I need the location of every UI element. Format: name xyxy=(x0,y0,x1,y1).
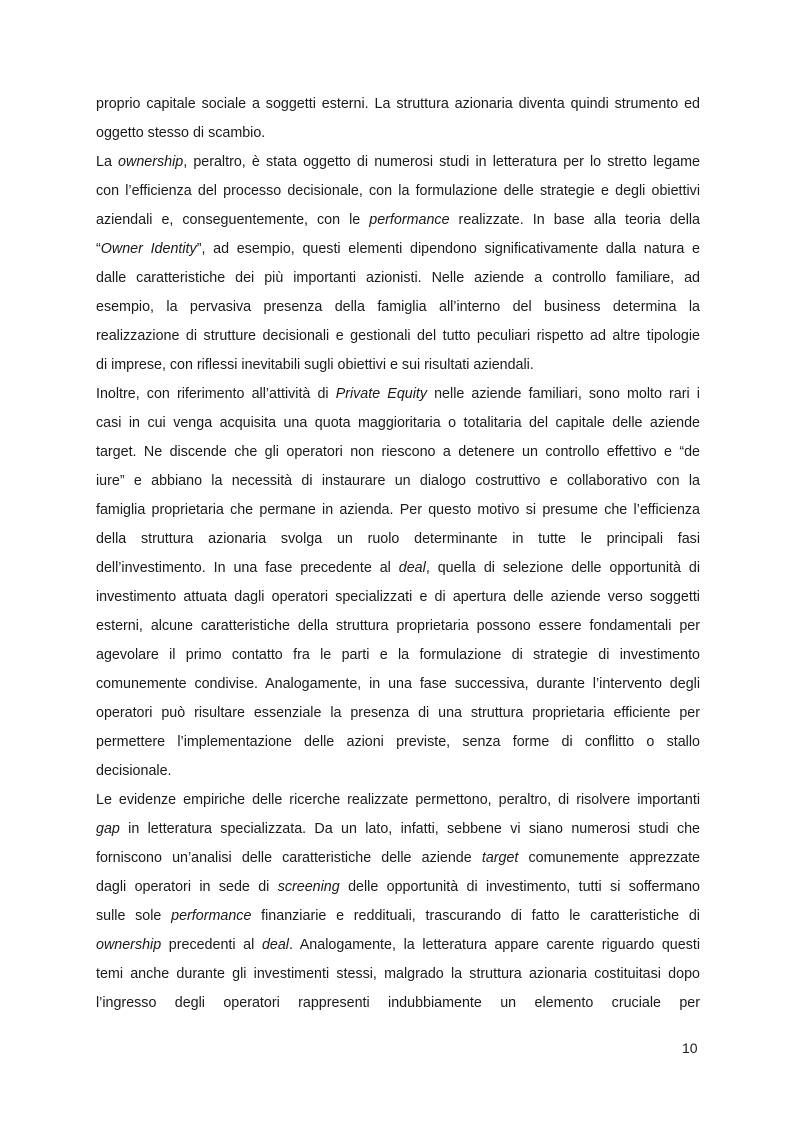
italic-run: screening xyxy=(277,879,340,895)
text-line xyxy=(96,960,700,989)
text-run: aziendali e, conseguentemente, con le xyxy=(96,212,370,228)
page-number: 10 xyxy=(682,1040,698,1056)
text-line xyxy=(96,844,700,873)
italic-run: deal xyxy=(398,560,426,576)
text-run: La xyxy=(96,154,119,170)
text-line xyxy=(96,235,700,264)
text-line xyxy=(96,496,700,525)
italic-run: performance xyxy=(171,908,252,924)
text-line xyxy=(96,612,700,641)
text-line xyxy=(96,815,700,844)
text-run: temi anche durante gli investimenti stessi, malgrado la struttura azionaria costituitasi dopo xyxy=(96,966,700,982)
text-line xyxy=(96,438,700,467)
italic-run: Private Equity xyxy=(335,386,428,402)
text-line xyxy=(96,728,700,757)
text-line xyxy=(96,351,700,380)
text-line xyxy=(96,641,700,670)
text-line xyxy=(96,902,700,931)
text-run: esempio, la pervasiva presenza della famiglia all’interno del business determina la xyxy=(96,299,700,315)
text-line xyxy=(96,119,700,148)
text-run: famiglia proprietaria che permane in azienda. Per questo motivo si presume che l’efficienza xyxy=(96,502,700,518)
text-line xyxy=(96,670,700,699)
text-run: di imprese, con riflessi inevitabili sugli obiettivi e sui risultati aziendali. xyxy=(96,357,534,373)
italic-run: target xyxy=(481,850,519,866)
text-line xyxy=(96,264,700,293)
text-line xyxy=(96,554,700,583)
text-run: comunemente apprezzate xyxy=(518,850,700,866)
document-body xyxy=(96,90,700,1018)
text-run: delle opportunità di investimento, tutti si soffermano xyxy=(339,879,700,895)
text-line xyxy=(96,786,700,815)
text-run: iure” e abbiano la necessità di instaurare un dialogo costruttivo e collaborativo con la xyxy=(96,473,700,489)
text-run: decisionale. xyxy=(96,763,172,779)
italic-run: ownership xyxy=(118,154,184,170)
text-run: con l’efficienza del processo decisionale, con la formulazione delle strategie e degli obiettivi xyxy=(96,183,700,199)
italic-run: Owner Identity xyxy=(100,241,197,257)
italic-run: gap xyxy=(96,821,120,837)
text-run: dalle caratteristiche dei più importanti azionisti. Nelle aziende a controllo familiare, ad xyxy=(96,270,700,286)
text-line xyxy=(96,583,700,612)
text-run: realizzate. In base alla teoria della xyxy=(449,212,700,228)
italic-run: ownership xyxy=(96,937,162,953)
text-line xyxy=(96,177,700,206)
text-run: ”, ad esempio, questi elementi dipendono significativamente dalla natura e xyxy=(196,241,700,257)
text-run: della struttura azionaria svolga un ruolo determinante in tutte le principali fasi xyxy=(96,531,700,547)
text-line xyxy=(96,322,700,351)
text-run: permettere l’implementazione delle azioni previste, senza forme di conflitto o stallo xyxy=(96,734,700,750)
text-run: precedenti al xyxy=(161,937,262,953)
text-run: realizzazione di strutture decisionali e gestionali del tutto peculiari rispetto ad altre tipologie xyxy=(96,328,700,344)
italic-run: performance xyxy=(369,212,450,228)
text-line xyxy=(96,873,700,902)
text-run: proprio capitale sociale a soggetti esterni. La struttura azionaria diventa quindi strumento ed xyxy=(96,96,700,112)
text-run: , peraltro, è stata oggetto di numerosi studi in letteratura per lo stretto legame xyxy=(183,154,701,170)
text-run: “ xyxy=(96,241,101,257)
text-line xyxy=(96,699,700,728)
text-run: nelle aziende familiari, sono molto rari i xyxy=(427,386,700,402)
text-run: target. Ne discende che gli operatori non riescono a detenere un controllo effettivo e “de xyxy=(96,444,700,460)
text-line xyxy=(96,931,700,960)
text-run: in letteratura specializzata. Da un lato, infatti, sebbene vi siano numerosi studi che xyxy=(119,821,700,837)
text-run: l’ingresso degli operatori rappresenti indubbiamente un elemento cruciale per xyxy=(96,995,700,1011)
text-run: Le evidenze empiriche delle ricerche realizzate permettono, peraltro, di risolvere importanti xyxy=(96,792,700,808)
text-run: comunemente condivise. Analogamente, in una fase successiva, durante l’intervento degli xyxy=(96,676,700,692)
text-run: oggetto stesso di scambio. xyxy=(96,125,266,141)
text-line xyxy=(96,757,700,786)
text-line xyxy=(96,409,700,438)
text-line xyxy=(96,206,700,235)
text-line xyxy=(96,525,700,554)
text-line xyxy=(96,380,700,409)
text-run: investimento attuata dagli operatori specializzati e di apertura delle aziende verso soggetti xyxy=(96,589,700,605)
text-run: dell’investimento. In una fase precedente al xyxy=(96,560,399,576)
text-run: casi in cui venga acquisita una quota maggioritaria o totalitaria del capitale delle aziende xyxy=(96,415,700,431)
text-line xyxy=(96,467,700,496)
text-run: dagli operatori in sede di xyxy=(96,879,278,895)
text-run: Inoltre, con riferimento all’attività di xyxy=(96,386,336,402)
text-run: agevolare il primo contatto fra le parti e la formulazione di strategie di investimento xyxy=(96,647,700,663)
text-run: sulle sole xyxy=(96,908,172,924)
text-run: finanziarie e reddituali, trascurando di fatto le caratteristiche di xyxy=(251,908,700,924)
text-run: operatori può risultare essenziale la presenza di una struttura proprietaria efficiente per xyxy=(96,705,700,721)
italic-run: deal xyxy=(261,937,289,953)
text-run: esterni, alcune caratteristiche della struttura proprietaria possono essere fondamentali per xyxy=(96,618,700,634)
text-line xyxy=(96,148,700,177)
text-line xyxy=(96,989,700,1018)
text-run: . Analogamente, la letteratura appare carente riguardo questi xyxy=(288,937,700,953)
text-line xyxy=(96,90,700,119)
text-run: forniscono un’analisi delle caratteristiche delle aziende xyxy=(96,850,482,866)
text-run: , quella di selezione delle opportunità di xyxy=(425,560,700,576)
text-line xyxy=(96,293,700,322)
